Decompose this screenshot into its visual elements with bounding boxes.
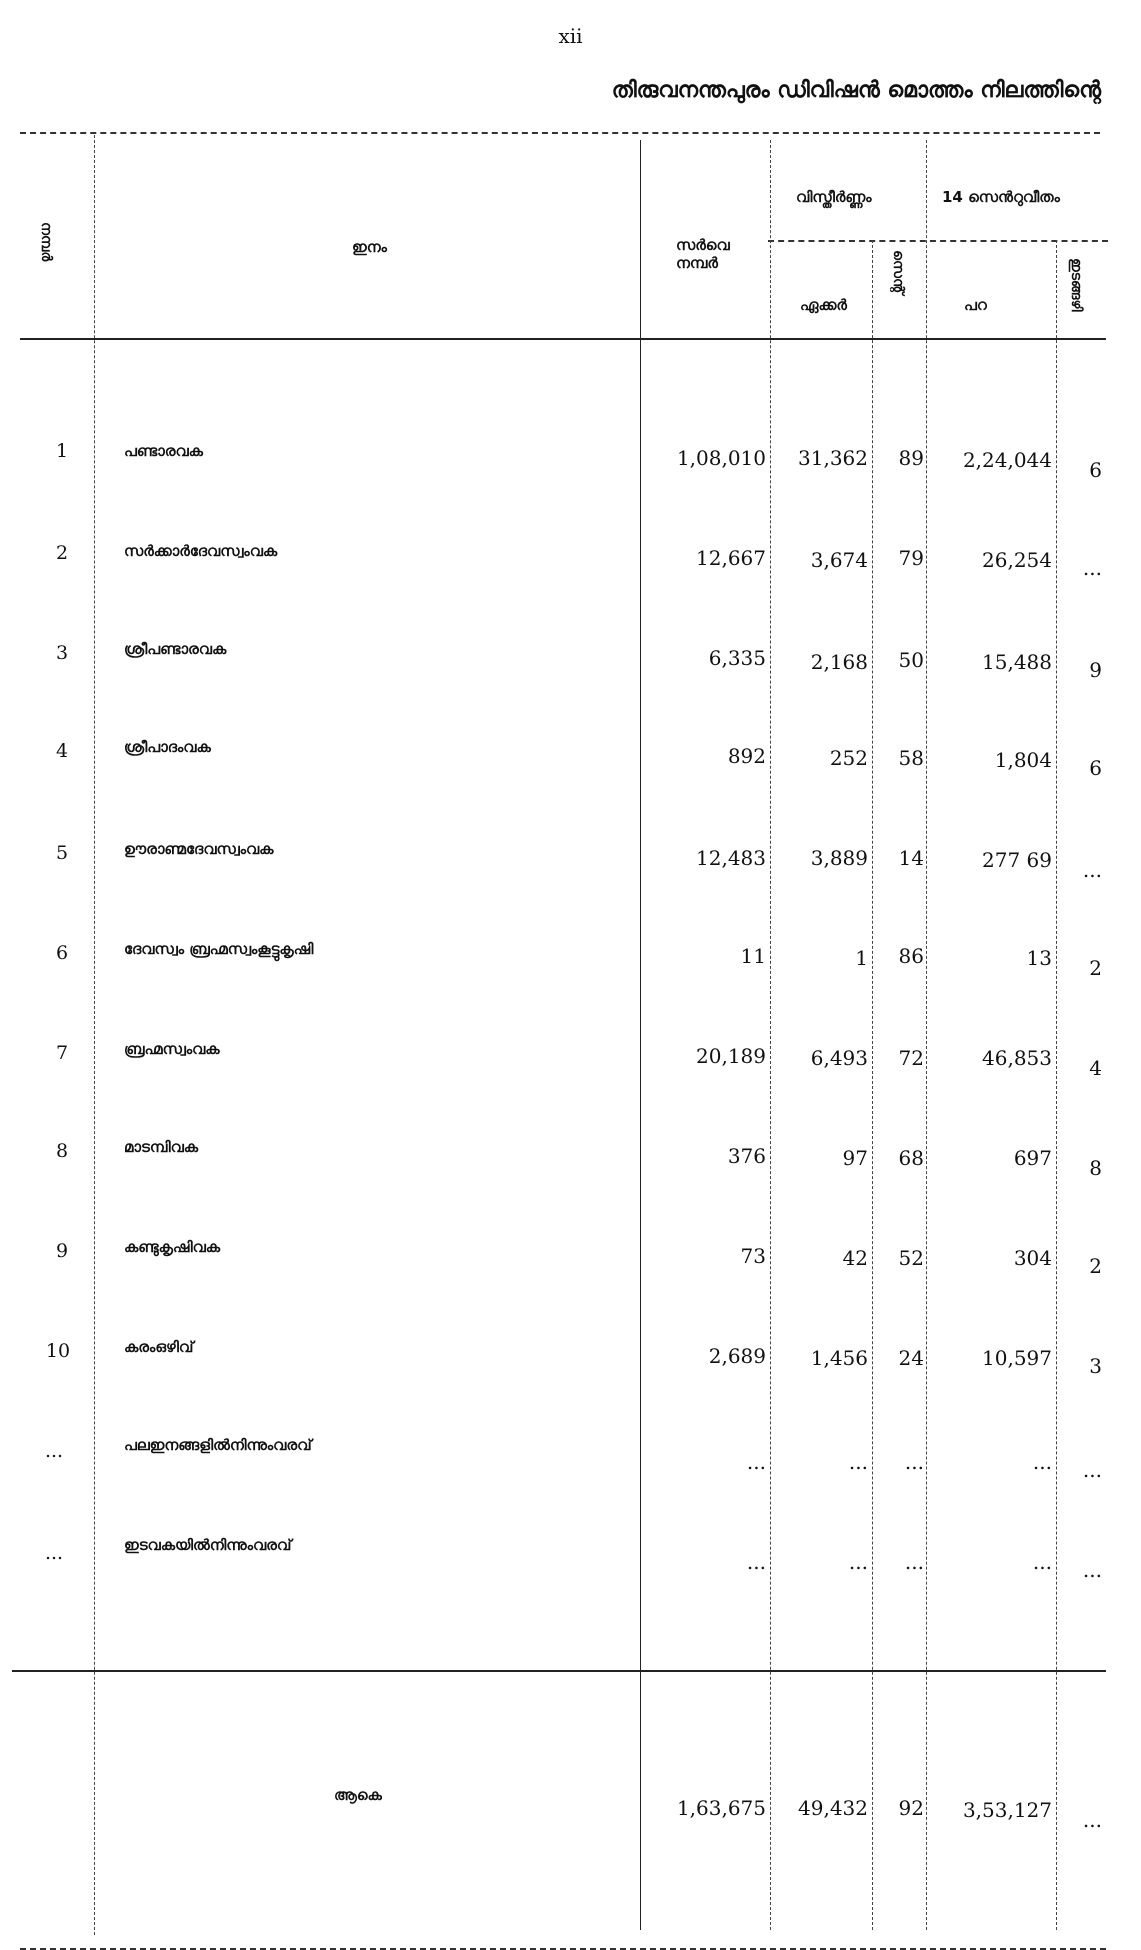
header-survey-no: സർവെ നമ്പർ [676,236,730,272]
row-serial: 8 [55,1140,69,1162]
row-cent: 86 [898,944,924,968]
row-para: 304 [1013,1246,1052,1270]
row-survey: 12,667 [696,546,766,570]
row-edangazhi: 4 [1089,1056,1102,1080]
page-number: xii [558,24,583,48]
row-acre: 252 [829,746,868,770]
row-name: പണ്ടാരവക [124,442,203,460]
row-para: ... [1032,1450,1052,1474]
row-name: കരംഒഴിവ് [124,1338,194,1356]
row-para: ... [1032,1550,1052,1574]
row-cent: 58 [898,746,924,770]
row-survey: 892 [727,744,766,768]
row-survey: 11 [740,944,766,968]
row-serial: 6 [55,942,69,964]
row-cent: 52 [898,1246,924,1270]
total-para: 3,53,127 [962,1798,1052,1822]
row-edangazhi: ... [1082,1558,1102,1582]
header-cent: സെന്റ് [890,250,906,295]
header-serial: നമ്പർ [38,222,54,262]
row-edangazhi: 2 [1089,956,1102,980]
row-name: പലഇനങ്ങളിൽനിന്നുംവരവ് [124,1436,312,1454]
row-name: ഇടവകയിൽനിന്നുംവരവ് [124,1536,292,1554]
row-serial: 5 [55,842,69,864]
row-cent: 79 [898,546,924,570]
row-name: മാടമ്പിവക [124,1138,199,1156]
row-survey: 12,483 [696,846,766,870]
row-para: 15,488 [982,650,1052,674]
row-survey: 2,689 [708,1344,766,1368]
row-acre: ... [848,1450,868,1474]
row-cent: ... [904,1550,924,1574]
header-rate-group: 14 സെൻറുവീതം [942,188,1060,206]
row-cent: 89 [898,446,924,470]
row-serial: 2 [55,542,69,564]
row-para: 2,24,044 [962,448,1052,472]
row-acre: 3,889 [810,846,868,870]
row-edangazhi: 6 [1089,756,1102,780]
row-serial: ... [44,1440,64,1462]
row-para: 697 [1013,1146,1052,1170]
row-para: 277 69 [982,848,1052,872]
row-serial: ... [44,1542,64,1564]
row-acre: 1 [855,946,868,970]
row-survey: ... [746,1550,766,1574]
row-survey: 20,189 [696,1044,766,1068]
row-name: ദേവസ്വം ബ്രഹ്മസ്വംകൂട്ടുകൃഷി [124,940,314,958]
row-cent: 72 [898,1046,924,1070]
row-edangazhi: 3 [1089,1354,1102,1378]
header-edangazhi: ഇടങ്ങഴി [1068,258,1084,312]
total-cent: 92 [898,1796,924,1820]
row-name: ബ്രഹ്മസ്വംവക [124,1040,220,1058]
row-acre: 3,674 [810,548,868,572]
header-extent: വിസ്തീർണ്ണം [796,188,872,206]
row-survey: 376 [727,1144,766,1168]
row-survey: 73 [740,1244,766,1268]
total-edangazhi: ... [1082,1808,1102,1832]
row-acre: 1,456 [810,1346,868,1370]
row-serial: 9 [55,1240,69,1262]
total-survey: 1,63,675 [676,1796,766,1820]
row-edangazhi: 8 [1089,1156,1102,1180]
row-serial: 10 [45,1340,71,1362]
row-cent: 50 [898,648,924,672]
row-para: 13 [1026,946,1052,970]
row-cent: 24 [898,1346,924,1370]
row-edangazhi: 9 [1089,658,1102,682]
row-survey: ... [746,1450,766,1474]
row-name: കണ്ടുകൃഷിവക [124,1238,221,1256]
row-cent: 14 [898,846,924,870]
row-name: സർക്കാർദേവസ്വംവക [124,542,278,560]
row-edangazhi: ... [1082,1458,1102,1482]
row-serial: 7 [55,1042,69,1064]
row-para: 46,853 [982,1046,1052,1070]
row-acre: ... [848,1550,868,1574]
row-serial: 3 [55,642,69,664]
row-acre: 6,493 [810,1046,868,1070]
row-acre: 31,362 [798,446,868,470]
row-name: ഊരാണ്മദേവസ്വംവക [124,840,274,858]
total-acre: 49,432 [798,1796,868,1820]
row-acre: 97 [842,1146,868,1170]
row-survey: 1,08,010 [676,446,766,470]
row-cent: ... [904,1450,924,1474]
row-edangazhi: ... [1082,858,1102,882]
row-survey: 6,335 [708,646,766,670]
total-label: ആകെ [334,1786,382,1804]
row-para: 1,804 [994,748,1052,772]
row-name: ശ്രീപാദംവക [124,738,211,756]
header-type: ഇനം [352,238,387,256]
header-para: പറ [964,296,987,314]
row-edangazhi: 2 [1089,1254,1102,1278]
row-name: ശ്രീപണ്ടാരവക [124,640,227,658]
row-acre: 2,168 [810,650,868,674]
row-serial: 4 [55,740,69,762]
page-title: തിരുവനന്തപുരം ഡിവിഷൻ മൊത്തം നിലത്തിന്റെ [611,78,1101,103]
row-para: 10,597 [982,1346,1052,1370]
header-acre: ഏക്കർ [800,296,847,314]
row-edangazhi: 6 [1089,458,1102,482]
row-para: 26,254 [982,548,1052,572]
row-edangazhi: ... [1082,556,1102,580]
row-acre: 42 [842,1246,868,1270]
row-cent: 68 [898,1146,924,1170]
row-serial: 1 [55,440,69,462]
